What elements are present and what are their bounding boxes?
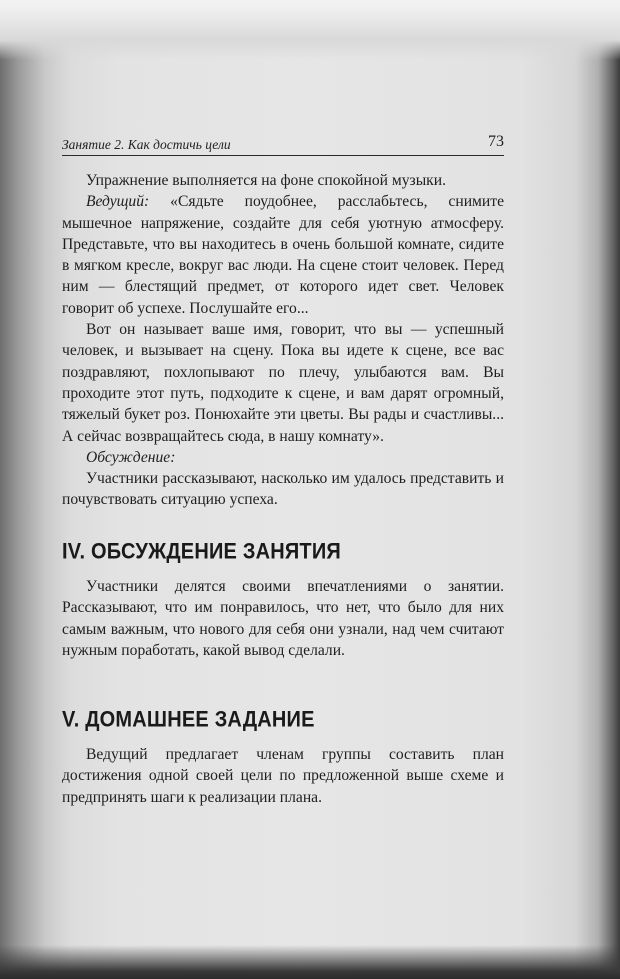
exercise-paragraph-2: Вот он называет ваше имя, говорит, что вы — успешный человек, и вызывает на сцену. Пока вы идете к сцене, все вас поздравляют, похлопывают по плечу, улыбаются вам. Вы проходите этот путь, подходите к сцене, и вам дарят огромный, тяжелый букет роз. Понюхайте эти цветы. Вы рады и счастливы... А сейчас возвращайтесь сюда, в нашу комнату». [62,321,504,445]
leader-text: «Сядьте поудобнее, расслабьтесь, снимите мышечное напряжение, создайте для себя уютную атмосферу. Представьте, что вы находитесь в очень большой комнате, сидите в мягком кресле, вокруг вас люди. На сцене стоит человек. Перед ним — блестящий предмет, от которого идет свет. Человек говорит об успехе. Послушайте его... [62,193,504,317]
discussion-label: Обсуждение: [86,448,176,466]
section-v-heading: V. ДОМАШНЕЕ ЗАДАНИЕ [62,708,315,733]
section-iv-text: Участники делятся своими впечатлениями о занятии. Рассказывают, что им понравилось, что нет, что было для них самым важным, что нового для себя они узнали, над чем считают нужным поработать, какой вывод сделали. [62,578,504,659]
exercise-section [62,170,504,511]
section-v-text: Ведущий предлагает членам группы составить план достижения одной своей цели по предложенной выше схеме и предпринять шаги к реализации плана. [62,746,504,806]
discussion-label-line [62,447,504,468]
leader-label: Ведущий: [86,193,150,211]
section-iv-body [62,576,504,661]
running-header [62,133,504,156]
exercise-intro: Упражнение выполняется на фоне спокойной музыки. [86,172,447,189]
discussion-text: Участники рассказывают, насколько им удалось представить и почувствовать ситуацию успеха. [62,470,504,509]
running-title: Занятие 2. Как достичь цели [62,137,231,152]
section-v-body [62,744,504,808]
page-number: 73 [488,133,504,150]
leader-paragraph [62,191,504,319]
section-iv-heading: IV. ОБСУЖДЕНИЕ ЗАНЯТИЯ [62,540,341,565]
